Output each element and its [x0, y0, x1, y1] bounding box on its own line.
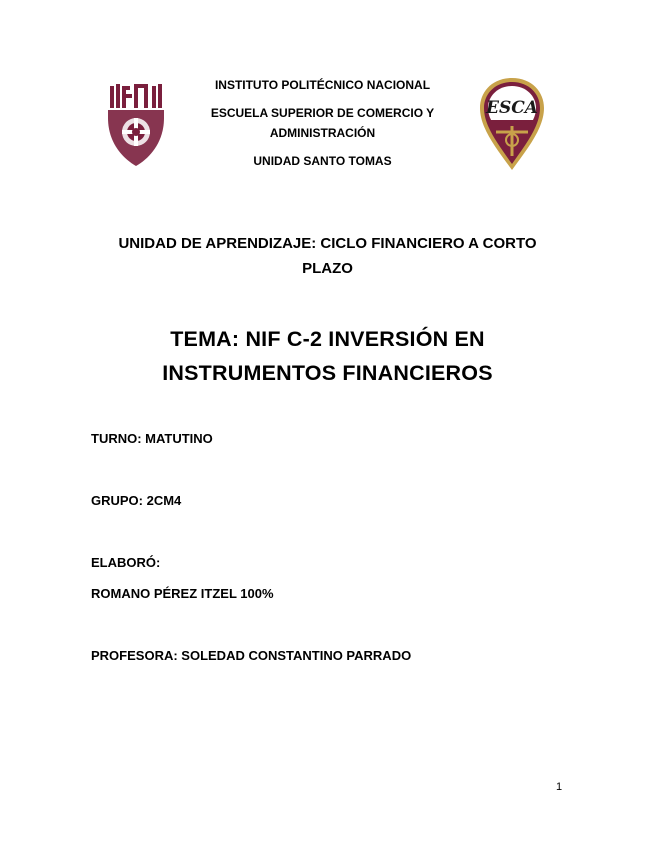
- subject-line1: UNIDAD DE APRENDIZAJE: CICLO FINANCIERO A CORTO: [118, 235, 537, 252]
- subject-title: [90, 231, 565, 281]
- school-name-line1: ESCUELA SUPERIOR DE COMERCIO Y: [210, 106, 435, 120]
- tema-title: [80, 322, 575, 390]
- esca-logo-text: ESCA: [486, 98, 538, 118]
- subject-line2: PLAZO: [302, 260, 353, 277]
- unit-name: UNIDAD SANTO TOMAS: [253, 154, 392, 168]
- grupo-field: GRUPO: 2CM4: [91, 493, 182, 508]
- school-name-line2: ADMINISTRACIÓN: [269, 126, 376, 140]
- profesora-field: PROFESORA: SOLEDAD CONSTANTINO PARRADO: [91, 648, 412, 663]
- institution-name: INSTITUTO POLITÉCNICO NACIONAL: [214, 78, 431, 92]
- author-name: ROMANO PÉREZ ITZEL 100%: [91, 586, 274, 601]
- ipn-logo: [104, 80, 168, 170]
- tema-line1: TEMA: NIF C-2 INVERSIÓN EN: [170, 327, 485, 351]
- elaboro-label: ELABORÓ:: [91, 555, 161, 570]
- tema-line2: INSTRUMENTOS FINANCIEROS: [162, 361, 493, 385]
- page-number: 1: [556, 781, 563, 793]
- turno-field: TURNO: MATUTINO: [91, 431, 213, 446]
- esca-logo: [478, 76, 546, 172]
